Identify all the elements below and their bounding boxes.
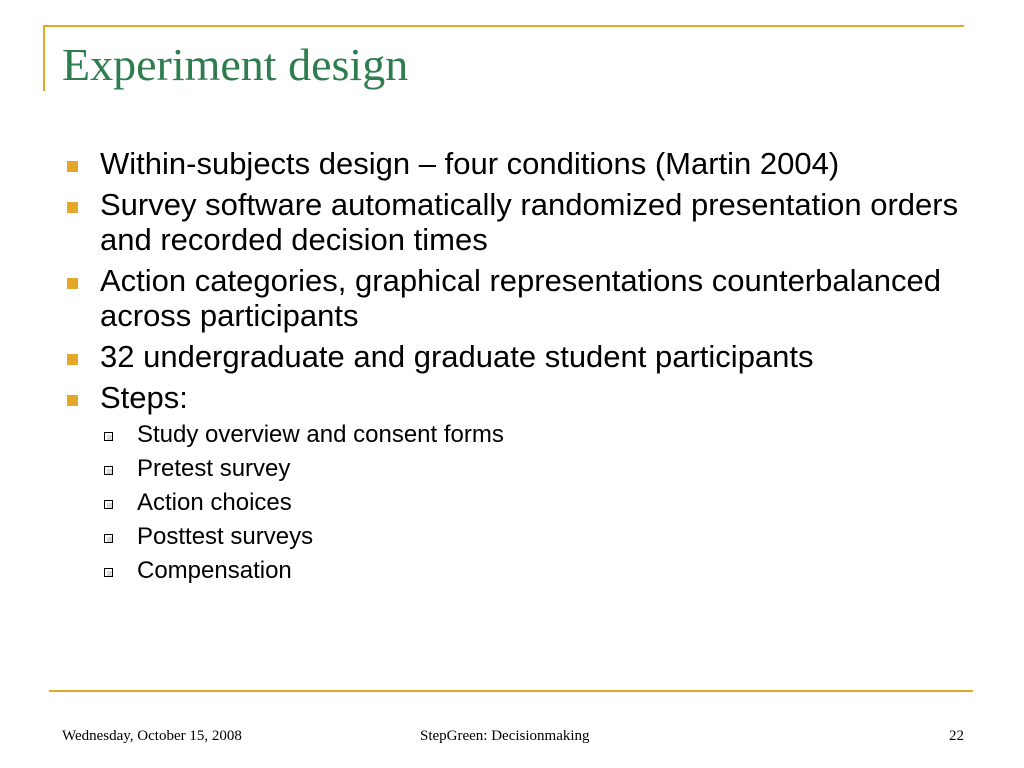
square-bullet-icon [67, 161, 78, 172]
sub-bullet-item [60, 489, 965, 517]
bullet-text: 32 undergraduate and graduate student participants [100, 339, 814, 374]
footer-rule [49, 690, 973, 692]
hollow-square-bullet-icon [104, 534, 113, 543]
square-bullet-icon [67, 395, 78, 406]
bullet-list [60, 146, 965, 591]
hollow-square-bullet-icon [104, 466, 113, 475]
sub-bullet-text: Action choices [137, 489, 292, 516]
sub-bullet-item [60, 421, 965, 449]
bullet-item [60, 263, 965, 333]
sub-bullet-text: Pretest survey [137, 455, 291, 482]
bullet-text: Survey software automatically randomized presentation orders and recorded decision times [100, 187, 959, 257]
square-bullet-icon [67, 202, 78, 213]
sub-bullet-item [60, 557, 965, 585]
bullet-text: Within-subjects design – four conditions (Martin 2004) [100, 146, 840, 181]
sub-bullet-item [60, 455, 965, 483]
sub-bullet-item [60, 523, 965, 551]
sub-bullet-text: Compensation [137, 557, 292, 584]
footer-page-number: 22 [949, 728, 964, 744]
bullet-item [60, 339, 965, 374]
footer-date: Wednesday, October 15, 2008 [62, 728, 242, 744]
bullet-text: Action categories, graphical representations counterbalanced across participants [100, 263, 941, 333]
bullet-text: Steps: [100, 380, 188, 415]
bullet-item [60, 187, 965, 257]
steps-sublist [60, 421, 965, 585]
sub-bullet-text: Study overview and consent forms [137, 421, 504, 448]
square-bullet-icon [67, 354, 78, 365]
bullet-item-steps [60, 380, 965, 415]
sub-bullet-text: Posttest surveys [137, 523, 314, 550]
hollow-square-bullet-icon [104, 500, 113, 509]
footer-title: StepGreen: Decisionmaking [420, 728, 590, 744]
slide-title: Experiment design [62, 39, 409, 90]
title-frame-top-rule [43, 25, 964, 27]
hollow-square-bullet-icon [104, 568, 113, 577]
hollow-square-bullet-icon [104, 432, 113, 441]
title-frame-left-rule [43, 25, 45, 91]
bullet-item [60, 146, 965, 181]
square-bullet-icon [67, 278, 78, 289]
